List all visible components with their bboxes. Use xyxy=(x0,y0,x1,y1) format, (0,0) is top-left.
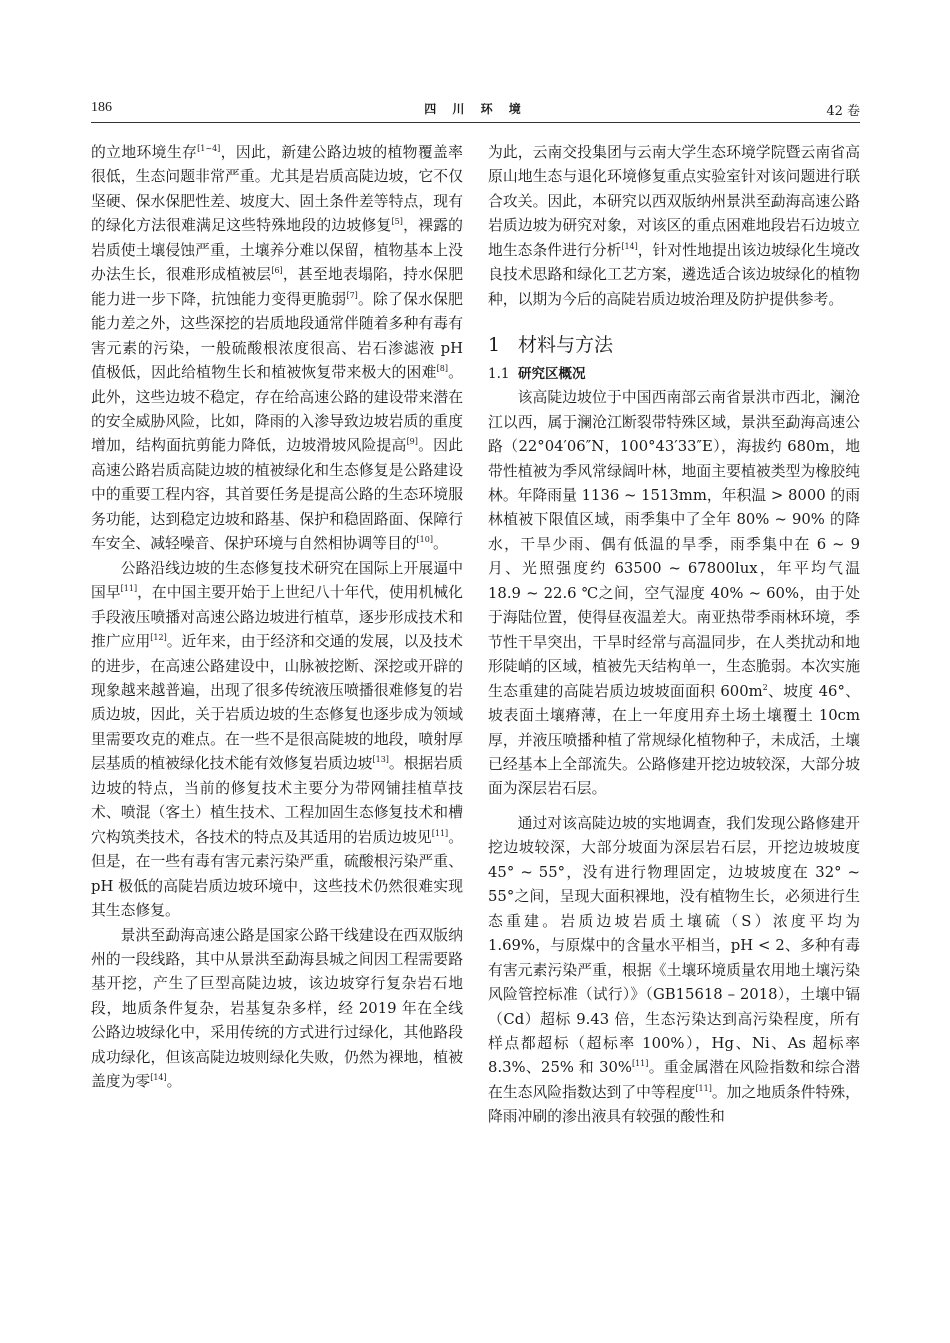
citation[interactable]: [14] xyxy=(621,241,638,251)
paragraph: 的立地环境生存[1~4]，因此，新建公路边坡的植物覆盖率很低，生态问题非常严重。尤其是岩质高陡边坡，它不仅坚硬、保水保肥性差、坡度大、固土条件差等特点，现有的绿化方法很难满足这些特殊地段的边坡修复[5]，裸露的岩质使土壤侵蚀严重，土壤养分难以保留，植物基本上没办法生长，很难形成植被层[6]，甚至地表塌陷，持水保肥能力进一步下降，抗蚀能力变得更脆弱[7]。除了保水保肥能力差之外，这些深挖的岩质地段通常伴随着多种有毒有害元素的污染，一般硫酸根浓度很高、岩石渗滤液 pH 值极低，因此给植物生长和植被恢复带来极大的困难[8]。此外，这些边坡不稳定，存在给高速公路的建设带来潜在的安全威胁风险，比如，降雨的入渗导致边坡岩质的重度增加，结构面抗剪能力降低，边坡滑坡风险提高[9]。因此高速公路岩质高陡边坡的植被绿化和生态修复是公路建设中的重要工程内容，其首要任务是提高公路的生态环境服务功能，达到稳定边坡和路基、保护和稳固路面、保障行车安全、减轻噪音、保护环境与自然相协调等目的[10]。 xyxy=(91,144,463,553)
subsection-heading xyxy=(488,362,860,386)
paragraph: 景洪至勐海高速公路是国家公路干线建设在西双版纳州的一段线路，其中从景洪至勐海县城之间因工程需要路基开挖，产生了巨型高陡边坡，该边坡穿行复杂岩石地段，地质条件复杂，岩基复杂多样，经 2019 年在全线公路边坡绿化中，采用传统的方式进行过绿化，其他路段成功绿化，但该高陡边坡则绿化失败，仍然为裸地，植被盖度为零[14]。 xyxy=(91,926,463,1091)
citation[interactable]: [6] xyxy=(271,266,283,276)
citation[interactable]: [12] xyxy=(150,633,167,643)
subsection-number: 1.1 xyxy=(488,366,510,383)
citation[interactable]: [11] xyxy=(695,1083,712,1093)
paragraph: 该高陡边坡位于中国西南部云南省景洪市西北，澜沧江以西，属于澜沧江断裂带特殊区域，景洪至勐海高速公路（22°04′06″N，100°43′33″E），海拔约 680m，地带性植被为季风常绿阔叶林，地面主要植被类型为橡胶纯林。年降雨量 1136 ~ 1513mm，年积温 > 8000 的雨林植被下限值区域，雨季集中了全年 80% ~ 90% 的降水，干旱少雨、偶有低温的旱季，雨季集中在 6 ~ 9 月、光照强度约 63500 ~ 67800lux，年平均气温 18.9 ~ 22.6 ℃之间，空气湿度 40% ~ 60%，由于处于海陆位置，使得昼夜温差大。南亚热带季雨林环境，季节性干旱突出，干旱时经常与高温同步，在人类扰动和地形陡峭的区域，植被先天结构单一，生态脆弱。本次实施生态重建的高陡岩质边坡坡面面积 $600m^2$、坡度 46°、坡表面土壤瘠薄，在上一年度用弃土场土壤覆土 10cm 厚，并液压喷播种植了常规绿化植物种子，未成活，土壤已经基本上全部流失。公路修建开挖边坡较深，大部分坡面为深层岩石层。 xyxy=(488,389,860,798)
page-number: 186 xyxy=(91,100,112,115)
left-column xyxy=(91,141,463,1095)
section-heading xyxy=(488,330,860,360)
citation[interactable]: [11] xyxy=(431,828,449,838)
paragraph: 公路沿线边坡的生态修复技术研究在国际上开展逼中国早[11]，在中国主要开始于上世纪八十年代，使用机械化手段液压喷播对高速公路边坡进行植草，逐步形成技术和推广应用[12]。近年来，由于经济和交通的发展，以及技术的进步，在高速公路建设中，山脉被挖断、深挖或开辟的现象越来越普遍，出现了很多传统液压喷播很难修复的岩质边坡，因此，关于岩质边坡的生态修复也逐步成为领域里需要攻克的难点。在一些不是很高陡坡的地段，喷射厚层基质的植被绿化技术能有效修复岩质边坡[13]。根据岩质边坡的特点，当前的修复技术主要分为带网铺挂植草技术、喷混（客土）植生技术、工程加固生态修复技术和槽穴构筑类技术，各技术的特点及其适用的岩质边坡见[11]。但是，在一些有毒有害元素污染严重，硫酸根污染严重、pH 极低的高陡岩质边坡环境中，这些技术仍然很难实现其生态修复。 xyxy=(91,559,463,920)
section-title: 材料与方法 xyxy=(518,334,614,357)
citation[interactable]: [10] xyxy=(416,535,433,545)
volume-label: 42 卷 xyxy=(826,104,860,119)
citation[interactable]: [14] xyxy=(150,1073,167,1083)
paragraph: 通过对该高陡边坡的实地调查，我们发现公路修建开挖边坡较深，大部分坡面为深层岩石层，开挖边坡坡度 45° ~ 55°，没有进行物理固定，边坡坡度在 32° ~ 55°之间，呈现大面积裸地，没有植物生长，必须进行生态重建。岩质边坡岩质土壤硫（S）浓度平均为 1.69%，与原煤中的含量水平相当，pH < 2、多种有毒有害元素污染严重，根据《土壤环境质量农用地土壤污染风险管控标准（试行）》（GB15618 – 2018），土壤中镉（Cd）超标 9.43 倍，生态污染达到高污染程度，所有样点都超标（超标率 100%），Hg、Ni、As 超标率 8.3%、25% 和 30%[11]。重金属潜在风险指数和综合潜在生态风险指数达到了中等程度[11]。加之地质条件特殊，降雨冲刷的渗出液具有较强的酸性和 xyxy=(488,814,860,1126)
citation[interactable]: [1~4] xyxy=(197,144,221,153)
running-header xyxy=(91,100,860,123)
citation[interactable]: [13] xyxy=(372,755,389,765)
citation[interactable]: [7] xyxy=(346,290,358,300)
citation[interactable]: [5] xyxy=(391,217,403,227)
paragraph: 为此，云南交投集团与云南大学生态环境学院暨云南省高原山地生态与退化环境修复重点实验室针对该问题进行联合攻关。因此，本研究以西双版纳州景洪至勐海高速公路岩质边坡为研究对象，对该区的重点困难地段岩石边坡立地生态条件进行分析[14]，针对性地提出该边坡绿化生境改良技术思路和绿化工艺方案，遴选适合该边坡绿化的植物种，以期为今后的高陡岩质边坡治理及防护提供参考。 xyxy=(488,144,860,308)
right-column xyxy=(488,141,860,1130)
superscript: 2 xyxy=(762,682,768,692)
section-number: 1 xyxy=(488,334,501,357)
citation[interactable]: [11] xyxy=(631,1059,649,1069)
citation[interactable]: [8] xyxy=(436,364,448,374)
subsection-title: 研究区概况 xyxy=(518,366,586,383)
journal-name: 四 川 环 境 xyxy=(424,102,527,116)
citation[interactable]: [9] xyxy=(406,437,418,447)
citation[interactable]: [11] xyxy=(120,584,138,594)
